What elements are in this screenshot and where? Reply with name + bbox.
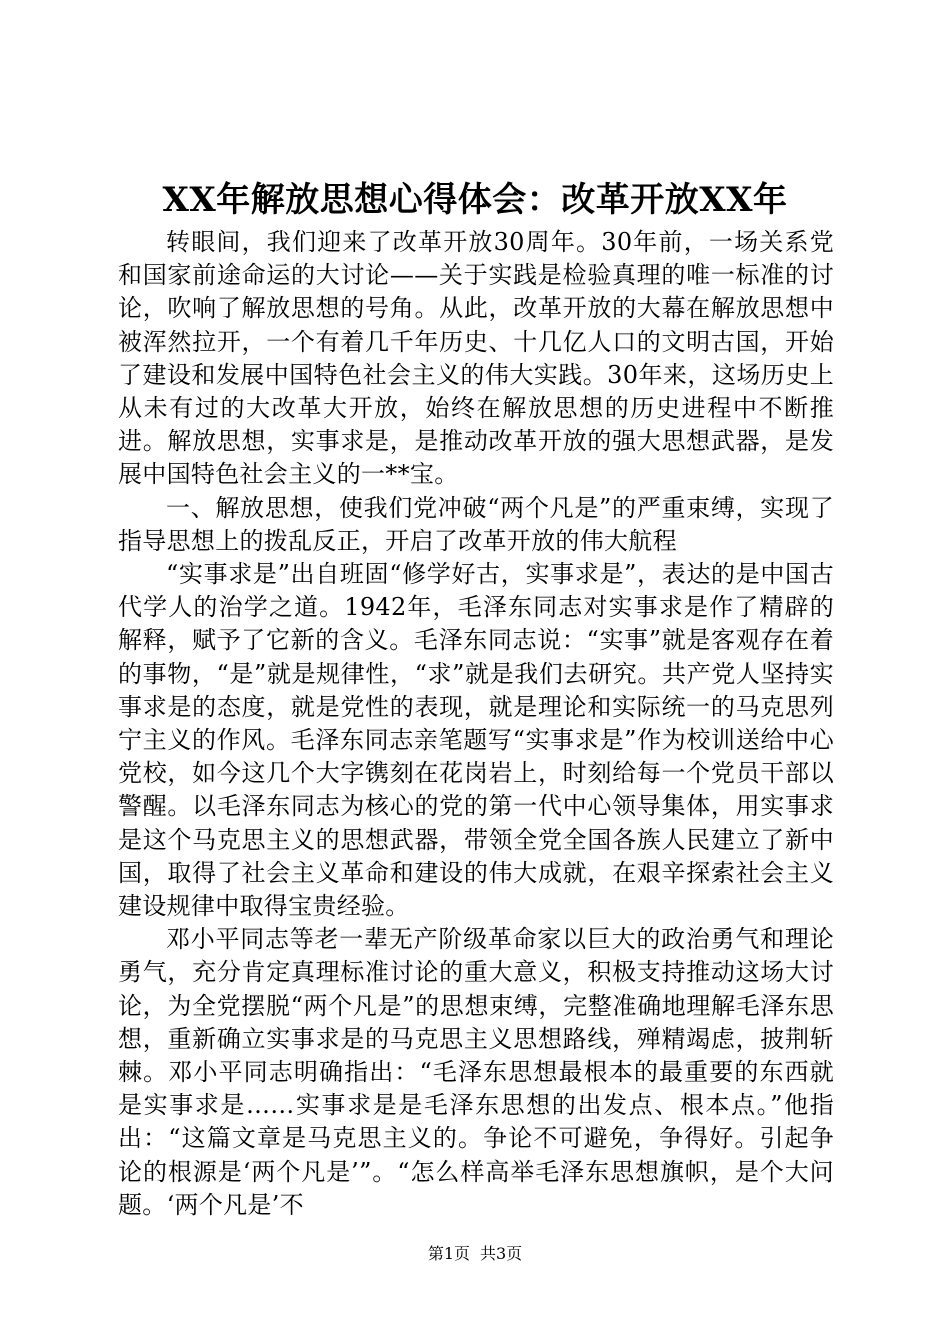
page-total: 共3页	[480, 1244, 523, 1263]
page-number: 第1页	[427, 1244, 470, 1263]
document-body	[118, 226, 834, 1222]
paragraph-shishiqiushi: “实事求是”出自班固“修学好古，实事求是”，表达的是中国古代学人的治学之道。1942年，毛泽东同志对实事求是作了精辟的解释，赋予了它新的含义。毛泽东同志说：“实事”就是客观存在着的事物，“是”就是规律性，“求”就是我们去研究。共产党人坚持实事求是的态度，就是党性的表现，就是理论和实际统一的马克思列宁主义的作风。毛泽东同志亲笔题写“实事求是”作为校训送给中心党校，如今这几个大字镌刻在花岗岩上，时刻给每一个党员干部以警醒。以毛泽东同志为核心的党的第一代中心领导集体，用实事求是这个马克思主义的思想武器，带领全党全国各族人民建立了新中国，取得了社会主义革命和建设的伟大成就，在艰辛探索社会主义建设规律中取得宝贵经验。	[118, 560, 834, 921]
paragraph-deng-xiaoping: 邓小平同志等老一辈无产阶级革命家以巨大的政治勇气和理论勇气，充分肯定真理标准讨论的重大意义，积极支持推动这场大讨论，为全党摆脱“两个凡是”的思想束缚，完整准确地理解毛泽东思想，重新确立实事求是的马克思主义思想路线，殚精竭虑，披荆斩棘。邓小平同志明确指出：“毛泽东思想最根本的最重要的东西就是实事求是……实事求是是毛泽东思想的出发点、根本点。”他指出：“这篇文章是马克思主义的。争论不可避免，争得好。引起争论的根源是‘两个凡是’”。“怎么样高举毛泽东思想旗帜，是个大问题。‘两个凡是’不	[118, 925, 834, 1219]
paragraph-section-heading: 一、解放思想，使我们党冲破“两个凡是”的严重束缚，实现了指导思想上的拨乱反正，开启了改革开放的伟大航程	[118, 493, 834, 555]
page-footer	[0, 1244, 950, 1264]
document-title: XX年解放思想心得体会：改革开放XX年	[162, 180, 788, 220]
paragraph-intro: 转眼间，我们迎来了改革开放30周年。30年前，一场关系党和国家前途命运的大讨论——关于实践是检验真理的唯一标准的讨论，吹响了解放思想的号角。从此，改革开放的大幕在解放思想中被浑然拉开，一个有着几千年历史、十几亿人口的文明古国，开始了建设和发展中国特色社会主义的伟大实践。30年来，这场历史上从未有过的大改革大开放，始终在解放思想的历史进程中不断推进。解放思想，实事求是，是推动改革开放的强大思想武器，是发展中国特色社会主义的一**宝。	[118, 228, 834, 489]
